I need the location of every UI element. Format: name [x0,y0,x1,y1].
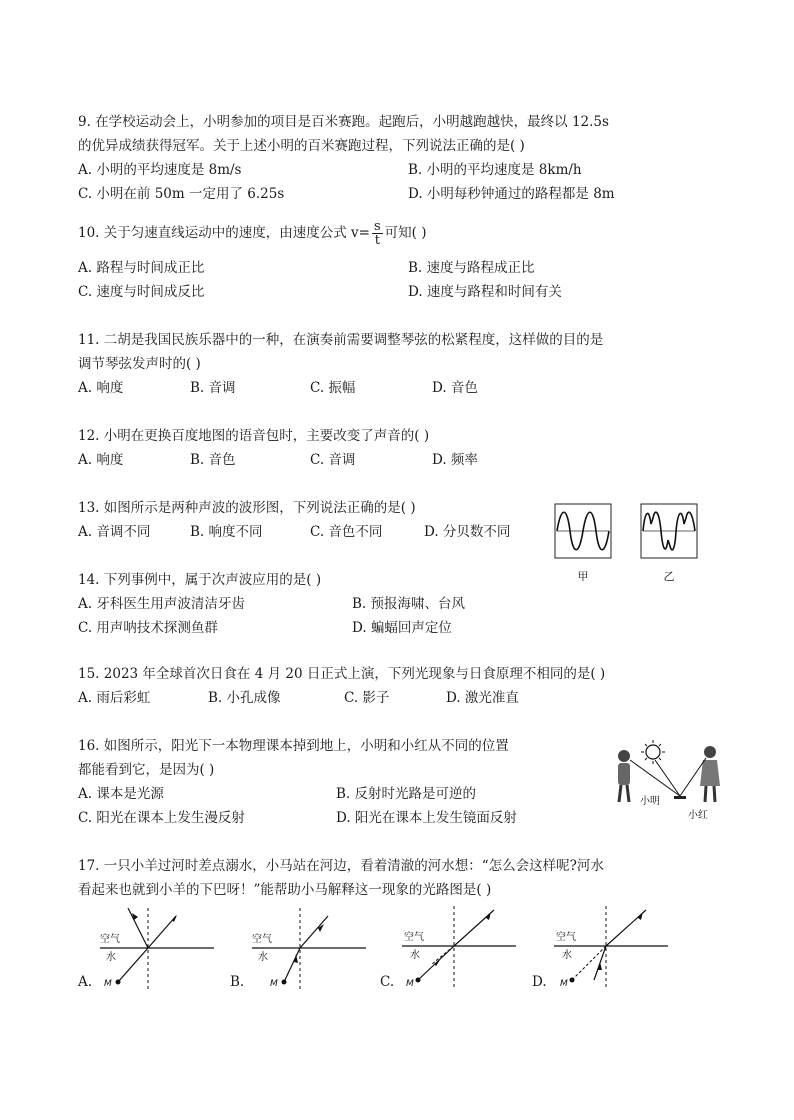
velocity-fraction [372,218,383,248]
question-11-option-a: A. 响度 [78,380,124,396]
question-9-option-d: D. 小明每秒钟通过的路程都是 8m [408,186,615,202]
question-10-option-a: A. 路程与时间成正比 [78,260,205,276]
label-water: 水 [258,952,268,963]
question-11-option-b: B. 音调 [190,380,236,396]
sunlight-book-figure [608,736,728,826]
question-13-text: 13. 如图所示是两种声波的波形图，下列说法正确的是( ) [78,500,416,516]
question-16-option-a: A. 课本是光源 [78,786,164,802]
label-point-m: M [104,979,112,989]
question-12-option-a: A. 响度 [78,452,124,468]
sound-wave-figure [553,500,713,590]
sun-icon [641,740,665,764]
question-13-option-c: C. 音色不同 [310,524,383,540]
question-17-option-c: C. [380,974,395,990]
wave-label-jia: 甲 [577,570,589,583]
question-16-text-line2: 都能看到它，是因为( ) [78,762,215,778]
question-10-text-post: 可知( ) [384,225,427,241]
question-12-text: 12. 小明在更换百度地图的语音包时，主要改变了声音的( ) [78,428,430,444]
question-11-option-d: D. 音色 [432,380,478,396]
ray-diagram-c [398,904,518,990]
question-16-option-b: B. 反射时光路是可逆的 [336,786,477,802]
question-9-option-b: B. 小明的平均速度是 8km/h [408,162,582,178]
ray-diagram-d [550,904,670,990]
label-air: 空气 [556,932,576,943]
question-15-text: 15. 2023 年全球首次日食在 4 月 20 日正式上演，下列光现象与日食原理不相同的是( ) [78,666,606,682]
question-11-text-line1: 11. 二胡是我国民族乐器中的一种，在演奏前需要调整琴弦的松紧程度，这样做的目的是 [78,332,604,348]
label-point-m: M [560,979,568,989]
question-13-option-a: A. 音调不同 [78,524,151,540]
question-17-option-d: D. [532,974,547,990]
question-9-option-c: C. 小明在前 50m 一定用了 6.25s [78,186,285,202]
label-point-m: M [406,979,414,989]
label-air: 空气 [404,932,424,943]
ray-diagram-a [96,906,216,992]
question-17-text-line1: 17. 一只小羊过河时差点溺水，小马站在河边，看着清澈的河水想：“怎么会这样呢?河水 [78,858,604,874]
label-water: 水 [562,950,572,961]
question-15-option-b: B. 小孔成像 [208,690,281,706]
question-16-option-c: C. 阳光在课本上发生漫反射 [78,810,245,826]
wave-panel-jia [555,504,611,558]
question-10-option-b: B. 速度与路程成正比 [408,260,535,276]
question-13-option-b: B. 响度不同 [190,524,263,540]
question-11-option-c: C. 振幅 [310,380,356,396]
light-ray-lines [630,758,706,796]
question-15-option-d: D. 激光准直 [446,690,519,706]
book-icon [674,796,686,799]
label-xiaohong: 小红 [688,810,708,821]
label-air: 空气 [100,934,120,945]
question-16-option-d: D. 阳光在课本上发生镜面反射 [336,810,517,826]
question-17-option-b: B. [230,974,245,990]
question-14-option-b: B. 预报海啸、台风 [352,596,466,612]
question-14-option-a: A. 牙科医生用声波清洁牙齿 [78,596,245,612]
question-9-text-line2: 的优异成绩获得冠军。关于上述小明的百米赛跑过程，下列说法正确的是( ) [78,138,525,154]
question-15-option-c: C. 影子 [344,690,390,706]
ray-diagram-b [248,906,368,992]
question-13-option-d: D. 分贝数不同 [424,524,511,540]
label-air: 空气 [252,934,272,945]
question-12-option-b: B. 音色 [190,452,236,468]
question-14-option-c: C. 用声呐技术探测鱼群 [78,620,218,636]
label-xiaoming: 小明 [640,796,660,807]
wave-panel-yi [641,504,697,558]
question-10-text [78,218,427,248]
label-point-m: M [270,979,278,989]
question-16-text-line1: 16. 如图所示，阳光下一本物理课本掉到地上，小明和小红从不同的位置 [78,738,509,754]
question-9-text-line1: 9. 在学校运动会上，小明参加的项目是百米赛跑。起跑后，小明越跑越快，最终以 12.5s [78,114,609,130]
person-xiaohong-icon [700,746,720,802]
question-12-option-c: C. 音调 [310,452,356,468]
fraction-numerator: s [374,218,381,234]
question-14-text: 14. 下列事例中，属于次声波应用的是( ) [78,572,322,588]
wave-label-yi: 乙 [663,570,675,583]
question-10-option-d: D. 速度与路程和时间有关 [408,284,562,300]
question-17-text-line2: 看起来也就到小羊的下巴呀！”能帮助小马解释这一现象的光路图是( ) [78,882,492,898]
question-14-option-d: D. 蝙蝠回声定位 [352,620,452,636]
question-11-text-line2: 调节琴弦发声时的( ) [78,356,201,372]
question-9-option-a: A. 小明的平均速度是 8m/s [78,162,242,178]
question-10-text-pre: 10. 关于匀速直线运动中的速度，由速度公式 v= [78,225,370,241]
person-xiaoming-icon [618,750,630,802]
question-17-option-a: A. [78,974,93,990]
fraction-denominator: t [374,232,380,248]
question-10-option-c: C. 速度与时间成反比 [78,284,205,300]
label-water: 水 [410,950,420,961]
question-12-option-d: D. 频率 [432,452,478,468]
label-water: 水 [106,952,116,963]
question-15-option-a: A. 雨后彩虹 [78,690,151,706]
